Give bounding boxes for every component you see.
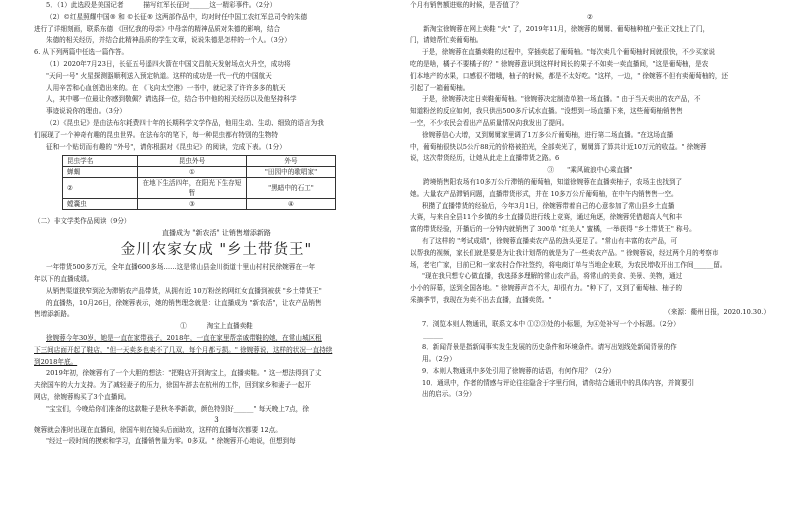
table-row [63, 178, 336, 199]
text-line: 徐婉蓉信心大增，又到舅舅家里调了1万多公斤葡萄柚，进行第二场直播。"在这场直播 [422, 130, 674, 139]
table-cell: ④ [247, 199, 336, 210]
text-line: 大赛，与来自全县11个乡镇的乡土直播员进行线上竞赛，通过角逐，徐婉蓉凭借超高人气和丰 [410, 213, 683, 222]
text-line: 8．新闻背景是指新闻事实发生发展的历史条件和环境条件。请写出划线处新闻背景的作 [422, 343, 677, 352]
text-line: 们本地产的水果，口感很不错哦，柚子的时候，都是不太好吃。"这样，一边，" 徐婉蓉不但有卖葡萄柚的，还 [410, 71, 729, 80]
article-body-continued [34, 425, 399, 449]
text-line: 她。大量农产品滞销问题，直播带货形式，并在 10多万公斤葡萄柚，在中午内销售售一空。 [410, 189, 678, 198]
text-line: ③ "乘风破浪中心乘直播" [547, 166, 633, 175]
text-line: 新淘宝徐婉蓉在网上卖鞋 "火" 了，2019年11月，徐婉蓉的舅舅、葡萄柚种植户张正文找上了门， [410, 24, 710, 33]
text-line: ① 淘宝上直播卖鞋 [180, 322, 253, 331]
text-line: 售增添新路。 [34, 310, 74, 319]
text-line: 年以下的直播成绩。 [34, 274, 94, 283]
text-line: 事迹说说你的理由。（3分） [46, 107, 127, 116]
text-line: 婉蓉就会准时出现在直播间，徐国车则在镜头后面助攻，这样的直播每次都要 12点。 [34, 425, 282, 434]
table-header-row [63, 156, 336, 167]
text-line: 夫徐国车的大力支持。为了减轻妻子的压力，徐国车辞去在杭州的工作，回到家乡和妻子一起开 [34, 381, 311, 390]
insect-table [62, 155, 336, 210]
text-line: （来源：衢州日报，2020.10.30.） [664, 307, 770, 316]
text-line: 2019年初，徐婉蓉有了一个大胆的想法："把鞋店开到淘宝上，直播卖鞋。" 这一想法得到了丈 [46, 369, 322, 378]
text-line: 10．通讯中，作者的情感与评论往往隐含于字里行间，请你结合通讯中的具体内容，并简要引 [422, 378, 695, 387]
table-cell: ① [138, 167, 247, 178]
text-line: 人，其中哪一位最让你感到敬佩？请选择一位，结合书中他的相关经历以及他坚持科学 [46, 95, 297, 104]
left-column [34, 0, 399, 524]
section-heading: （二）非文学类作品阅读（9分） [34, 217, 131, 226]
text-line: 到2018年底。 [34, 357, 78, 366]
text-line: 进行了详细刻画，联系东德 《回忆我的母亲》中母亲的精神品质对朱德的影响，结合 [34, 24, 281, 33]
text-line: ______ [410, 331, 443, 340]
text-line: 小小的屏幕，送到全国各地。" 徐婉蓉声音不大，却很有力。"种下了，又到了葡萄柚、柚子的 [410, 284, 682, 293]
text-line: 场，老宅广家，目前已和一家农村合作社签约，将电商订单与当地企业联，为农民增收开出工作间______留。 [410, 260, 727, 269]
text-line: 说，这次带货经历，让她从此走上直播带货之路。6 [410, 154, 560, 163]
text-line: 人用辛苦和心血创造出来的。在 《飞向太空港》一书中，就记录了许许多多的航天 [46, 83, 286, 92]
table-cell: "田园中的歌唱家" [247, 167, 336, 178]
text-line: 以帮我的视频，家长们就是要是为让我计划帮的就是为了一些卖农产品。" 徐婉蓉说，经过两个月的考察市 [410, 248, 719, 257]
text-line: 用。（2分） [422, 354, 456, 363]
text-line: 于是，徐婉蓉在直播卖鞋的过程中，穿插卖起了葡萄柚。"每次卖几个葡萄柚时间就很快，不少买家说 [422, 48, 716, 57]
table-cell: 在地下生活四年，在阳光下生存短暂 [138, 178, 247, 199]
text-line: 跨境销售阳农场有10多万公斤滞销的葡萄柚，知道徐婉蓉在直播卖柚子，农场主也找到了 [410, 177, 683, 186]
text-line: 出的启示。（3分） [422, 390, 476, 399]
text-line: 中，葡萄柚很快以5公斤88元的价格被拍光，全部卖光了，舅舅算了算共计近10万元的收益。" 徐婉蓉 [410, 142, 707, 151]
text-line: 网店，徐婉蓉购买了3个直播间。 [34, 392, 131, 401]
text-line: 7．浏览本则人物通讯，联系文本中 ①②③处的小标题，为④处补写一个小标题。（2分） [422, 319, 680, 328]
question-block-5-6 [34, 0, 399, 153]
article-and-questions [410, 0, 770, 401]
table-cell: ② [63, 178, 138, 199]
article-body [34, 262, 399, 415]
table-header: 昆虫外号 [138, 156, 247, 167]
table-row [63, 167, 336, 178]
text-line: 于是，徐婉蓉决定日卖鞋葡萄柚。"徐婉蓉决定制造单独一场直播。" 由于当天卖出的农产品，不 [422, 95, 701, 104]
text-line: 一年带货500多万元，全年直播600多场……这是常山县金川街道十里山村村民徐婉蓉在一年 [46, 263, 316, 272]
text-line: 个月有销售额进账的时候，是否值了？ [410, 1, 523, 9]
text-line: "宝宝们，今晚给你们准备的这款鞋子是秋冬季新款，颜色特别好______" 每天晚上7点，徐 [46, 404, 309, 413]
table-header: 外号 [247, 156, 336, 167]
text-line: 的直播热，10月26日，徐婉蓉表示，她的销售理念就是：让直播成为 "新农活"，让农产品销售 [46, 298, 322, 307]
text-line: （2）《昆虫记》是由法布尔耗费四十年的长期科学文学作品，他用生动、生动、细致的语言为我 [46, 118, 324, 127]
text-line: 5．（1）此选段是美国记者 描写红军长征时______这一精彩事件。（2分） [46, 1, 277, 9]
text-line: 采摘季节，我现在为卖不出去直播，直播卖货。" [410, 295, 552, 304]
text-line: 下三间店面开起了鞋店，"但一天卖多也卖不了几双，每个月都亏损。" 徐婉蓉说，这样的状况一直持续 [34, 345, 333, 354]
text-line: 6. 从下列两篇中任选一篇作答。 [34, 48, 129, 57]
text-line: 吃的是啥，橘子不要橘子的？" 徐婉蓉意识到这样时间长的果子不如卖一卖直播间，"这是葡萄柚，是农 [410, 59, 709, 68]
text-line: "天问一号" 火星探测器顺利送入预定轨道。这样的成功是一代一代的中国航天 [46, 71, 272, 80]
table-cell: 蝉蝎 [63, 167, 138, 178]
text-line: 从销售渠道狭窄到沦为滞销农产品带货，从拥有近 10万粉丝的网红女直播到被获 "乡土带货王" [46, 286, 322, 295]
text-line: （1）2020年7月23日，长征五号遥四火箭在中国文昌航天发射场点火升空，成功将 [46, 59, 291, 68]
text-line: 积攒了直播带货的经验后，今年3月1日，徐婉蓉带着自己的心意参加了常山县乡土直播 [422, 201, 675, 210]
article-title: 金川农家女成 "乡土带货王" [120, 242, 313, 259]
text-line: 们展现了一个神奇有趣的昆虫世界。在法布尔的笔下，每一种昆虫都有特别的生物特 [34, 130, 278, 139]
table-header: 昆虫学名 [63, 156, 138, 167]
text-line: 知道粉丝的反应如何，我只供出500多斤试水直播。"没想到一场直播下来，这些葡萄柚销售售 [410, 107, 683, 116]
text-line: 9．本则人物通讯中多处引用了徐婉蓉的话语，有何作用？（2分） [422, 366, 616, 375]
text-line: 门，请她帮忙卖葡萄柚。 [410, 36, 483, 45]
text-line: 徐婉蓉今年30岁，她是一直在家带孩子，2018年，一直在家里帮亲戚带鞋的她，在常山城区租 [46, 333, 322, 342]
text-line: 引起了一箱葡萄柚。 [410, 83, 470, 92]
text-line: 有了这样的 "考试成绩"，徐婉蓉直播卖农产品的劲头更足了。"常山有丰富的农产品，可 [422, 236, 678, 245]
text-line: ② [587, 12, 593, 21]
text-line: "经过一段时间的摸索和学习，直播销售量为零。0多双。" 徐婉蓉开心地说，但想到每 [46, 437, 296, 446]
table-cell: 螳囊虫 [63, 199, 138, 210]
text-line: 征和一个贴切而有趣的 "外号"，请你根据对《昆虫记》的阅读，完成下表。（1分） [46, 142, 286, 151]
text-line: "现在我只想专心做直播，我选择多理解的常山农产品，将常山的美食、美景、美物，通过 [422, 272, 683, 281]
article-subtitle: 直播成为 "新农活" 让销售增添新路 [162, 229, 271, 238]
table-row [63, 199, 336, 210]
table-cell: ③ [138, 199, 247, 210]
table-cell: "黑暗中的石工" [247, 178, 336, 199]
text-line: （2）©红星照耀中国® 和 ©长征® 这两部作品中，均对时任中国工农红军总司令的朱德 [46, 12, 308, 21]
text-line: 一空，不少农民会看出产品质量情况向我发出了提问。 [410, 118, 569, 127]
right-column [410, 0, 770, 524]
text-line: 富的带货经验，开播后的一分钟内就销售了 300单 "红美人" 蜜橘，一举获得 "乡土带货王" 称号。 [410, 225, 696, 234]
page-number: 3 [214, 415, 219, 424]
text-line: 朱德的相关经历，并结合此精神品质的学生文章，说说朱德是怎样的一个人。（3分） [46, 36, 291, 45]
